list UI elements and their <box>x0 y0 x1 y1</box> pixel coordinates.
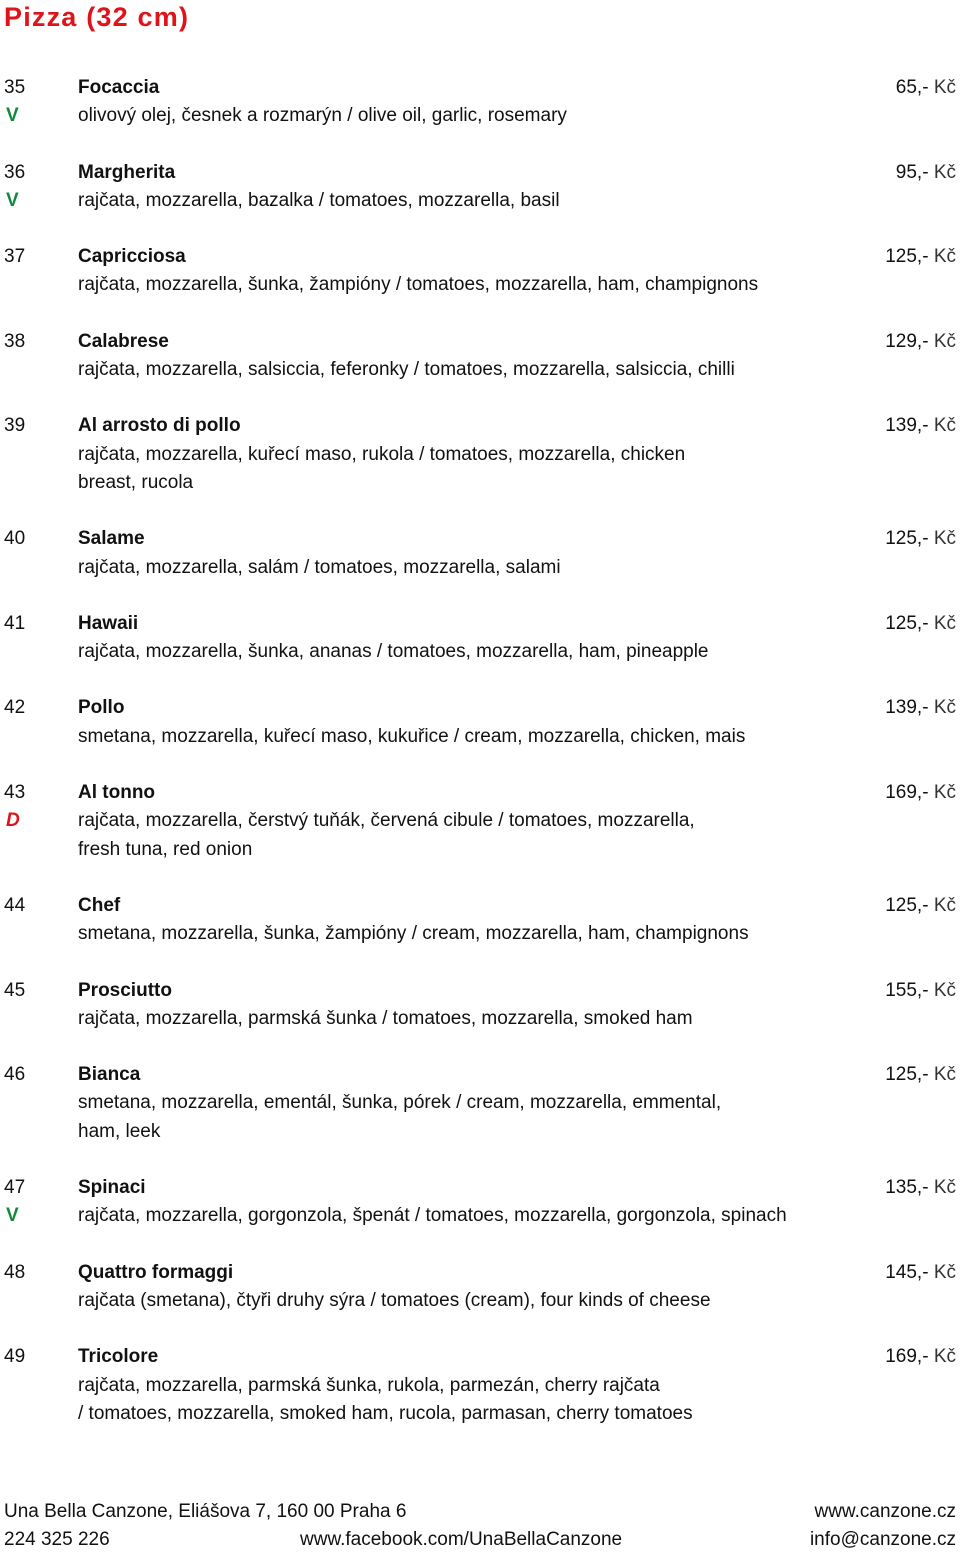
menu-item <box>0 525 960 582</box>
menu-item <box>0 1259 960 1316</box>
item-number: 38 <box>4 330 26 352</box>
menu-item <box>0 694 960 751</box>
item-price <box>885 525 956 553</box>
item-price <box>885 1061 956 1089</box>
footer-row-1 <box>0 1498 960 1526</box>
menu-item <box>0 1061 960 1146</box>
item-price <box>885 1343 956 1371</box>
menu-item <box>0 1343 960 1428</box>
menu-item-description-line <box>0 1089 960 1117</box>
item-price <box>885 1259 956 1287</box>
menu-item-description-line <box>0 1400 960 1428</box>
item-number: 39 <box>4 415 26 437</box>
menu-item-header <box>0 892 960 920</box>
price-currency: Kč <box>933 77 956 98</box>
menu-item <box>0 1174 960 1231</box>
price-value: 65,- <box>895 77 929 98</box>
page-title: Pizza (32 cm) <box>4 2 190 32</box>
item-description: ham, leek <box>78 1120 161 1142</box>
item-price <box>885 779 956 807</box>
menu-item-header <box>0 977 960 1005</box>
menu-item <box>0 243 960 300</box>
price-currency: Kč <box>933 782 956 804</box>
item-name: Quattro formaggi <box>78 1261 234 1283</box>
item-name: Pollo <box>78 697 125 719</box>
pizza-menu-list <box>0 74 960 1456</box>
vegetarian-mark: V <box>6 105 19 127</box>
menu-item-header <box>0 779 960 807</box>
item-description: rajčata, mozzarella, kuřecí maso, rukola / tomatoes, mozzarella, chicken <box>78 443 686 465</box>
item-name: Tricolore <box>78 1346 159 1368</box>
price-value: 125,- <box>885 894 929 916</box>
item-number: 41 <box>4 612 26 634</box>
price-value: 135,- <box>885 1177 929 1199</box>
menu-item <box>0 159 960 216</box>
item-price <box>885 1174 956 1202</box>
menu-item-header <box>0 694 960 722</box>
menu-item-description-line <box>0 554 960 582</box>
item-description: smetana, mozzarella, ementál, šunka, pórek / cream, mozzarella, emmental, <box>78 1092 722 1114</box>
menu-item-description-line <box>0 1202 960 1230</box>
price-currency: Kč <box>933 330 956 352</box>
menu-item-description-line <box>0 723 960 751</box>
menu-item-description-line <box>0 920 960 948</box>
item-description: rajčata, mozzarella, parmská šunka / tomatoes, mozzarella, smoked ham <box>78 1007 693 1029</box>
item-description: rajčata, mozzarella, salsiccia, feferonky / tomatoes, mozzarella, salsiccia, chilli <box>78 359 735 381</box>
item-name: Chef <box>78 894 121 916</box>
item-description: smetana, mozzarella, kuřecí maso, kukuřice / cream, mozzarella, chicken, mais <box>78 725 746 747</box>
item-description: rajčata, mozzarella, bazalka / tomatoes, mozzarella, basil <box>78 189 560 211</box>
menu-item <box>0 412 960 497</box>
price-currency: Kč <box>933 1064 956 1086</box>
item-description: rajčata, mozzarella, šunka, žampióny / tomatoes, mozzarella, ham, champignons <box>78 274 759 296</box>
item-description: rajčata, mozzarella, salám / tomatoes, mozzarella, salami <box>78 556 561 578</box>
item-price <box>885 412 956 440</box>
item-price <box>885 610 956 638</box>
item-number: 48 <box>4 1261 26 1283</box>
price-currency: Kč <box>933 1346 956 1368</box>
facebook-link[interactable]: www.facebook.com/UnaBellaCanzone <box>300 1529 623 1550</box>
item-description: rajčata, mozzarella, parmská šunka, rukola, parmezán, cherry rajčata <box>78 1374 660 1396</box>
menu-item <box>0 779 960 864</box>
item-number: 36 <box>4 161 26 183</box>
price-currency: Kč <box>933 161 956 183</box>
price-currency: Kč <box>933 894 956 916</box>
item-number: 43 <box>4 782 26 804</box>
item-price <box>896 159 956 187</box>
menu-item-description-line <box>0 807 960 835</box>
item-price <box>896 74 956 102</box>
price-value: 169,- <box>885 782 929 804</box>
email-link[interactable]: info@canzone.cz <box>809 1529 956 1550</box>
menu-item-header <box>0 1259 960 1287</box>
menu-item-header <box>0 1061 960 1089</box>
footer-row-2 <box>0 1526 960 1554</box>
price-currency: Kč <box>933 1177 956 1199</box>
footer <box>0 1498 960 1554</box>
special-mark: D <box>6 810 20 832</box>
menu-item-header <box>0 1174 960 1202</box>
item-name: Al tonno <box>78 782 156 804</box>
item-description: / tomatoes, mozzarella, smoked ham, rucola, parmasan, cherry tomatoes <box>78 1402 693 1424</box>
item-number: 40 <box>4 528 26 550</box>
price-currency: Kč <box>933 697 956 719</box>
menu-item <box>0 74 960 131</box>
menu-item-description-line <box>0 102 960 130</box>
price-currency: Kč <box>933 979 956 1001</box>
item-description: rajčata, mozzarella, čerstvý tuňák, červená cibule / tomatoes, mozzarella, <box>78 810 695 832</box>
item-number: 37 <box>4 246 26 268</box>
item-name: Prosciutto <box>78 979 172 1001</box>
item-number: 42 <box>4 697 26 719</box>
price-value: 129,- <box>885 330 929 352</box>
item-name: Calabrese <box>78 330 169 352</box>
item-description: fresh tuna, red onion <box>78 838 253 860</box>
item-description: rajčata, mozzarella, gorgonzola, špenát / tomatoes, mozzarella, gorgonzola, spinach <box>78 1205 787 1227</box>
menu-item-header <box>0 74 960 102</box>
price-value: 125,- <box>885 612 929 634</box>
price-value: 95,- <box>895 161 929 183</box>
item-description: smetana, mozzarella, šunka, žampióny / cream, mozzarella, ham, champignons <box>78 923 749 945</box>
price-currency: Kč <box>933 612 956 634</box>
item-name: Al arrosto di pollo <box>78 415 241 437</box>
item-price <box>885 243 956 271</box>
menu-item <box>0 328 960 385</box>
price-currency: Kč <box>933 528 956 550</box>
item-name: Bianca <box>78 1064 141 1086</box>
item-number: 47 <box>4 1177 26 1199</box>
menu-item-header <box>0 412 960 440</box>
menu-item-description-line <box>0 356 960 384</box>
menu-item-description-line <box>0 1287 960 1315</box>
restaurant-address: Una Bella Canzone, Eliášova 7, 160 00 Praha 6 <box>4 1501 407 1522</box>
price-value: 125,- <box>885 528 929 550</box>
item-description: rajčata, mozzarella, šunka, ananas / tomatoes, mozzarella, ham, pineapple <box>78 641 709 663</box>
price-value: 145,- <box>885 1261 929 1283</box>
menu-item-description-line <box>0 441 960 469</box>
website-link[interactable]: www.canzone.cz <box>814 1501 956 1522</box>
price-value: 155,- <box>885 979 929 1001</box>
menu-item-description-line <box>0 271 960 299</box>
price-value: 169,- <box>885 1346 929 1368</box>
menu-item-description-line <box>0 187 960 215</box>
menu-item-description-line <box>0 836 960 864</box>
vegetarian-mark: V <box>6 1205 19 1227</box>
item-name: Focaccia <box>78 77 160 98</box>
price-value: 125,- <box>885 1064 929 1086</box>
menu-item <box>0 610 960 667</box>
item-name: Hawaii <box>78 612 139 634</box>
menu-item-header <box>0 610 960 638</box>
item-description: rajčata (smetana), čtyři druhy sýra / tomatoes (cream), four kinds of cheese <box>78 1289 711 1311</box>
menu-item-description-line <box>0 1118 960 1146</box>
price-currency: Kč <box>933 1261 956 1283</box>
item-name: Spinaci <box>78 1177 146 1199</box>
item-number: 45 <box>4 979 26 1001</box>
menu-item-description-line <box>0 1005 960 1033</box>
price-currency: Kč <box>933 415 956 437</box>
item-name: Capricciosa <box>78 246 186 268</box>
menu-item <box>0 977 960 1034</box>
menu-item <box>0 892 960 949</box>
menu-item-header <box>0 525 960 553</box>
item-price <box>885 977 956 1005</box>
phone-number[interactable]: 224 325 226 <box>4 1529 110 1550</box>
item-number: 44 <box>4 894 26 916</box>
vegetarian-mark: V <box>6 189 19 211</box>
menu-item-header <box>0 328 960 356</box>
item-price <box>885 694 956 722</box>
menu-item-header <box>0 159 960 187</box>
item-description: olivový olej, česnek a rozmarýn / olive oil, garlic, rosemary <box>78 105 567 127</box>
item-number: 35 <box>4 77 26 98</box>
menu-item-header <box>0 243 960 271</box>
menu-item-description-line <box>0 638 960 666</box>
price-currency: Kč <box>933 246 956 268</box>
item-number: 46 <box>4 1064 26 1086</box>
menu-item-description-line <box>0 469 960 497</box>
item-name: Salame <box>78 528 145 550</box>
item-price <box>885 892 956 920</box>
price-value: 139,- <box>885 415 929 437</box>
price-value: 125,- <box>885 246 929 268</box>
item-description: breast, rucola <box>78 471 194 493</box>
menu-item-header <box>0 1343 960 1371</box>
price-value: 139,- <box>885 697 929 719</box>
item-name: Margherita <box>78 161 176 183</box>
menu-item-description-line <box>0 1372 960 1400</box>
item-price <box>885 328 956 356</box>
item-number: 49 <box>4 1346 26 1368</box>
